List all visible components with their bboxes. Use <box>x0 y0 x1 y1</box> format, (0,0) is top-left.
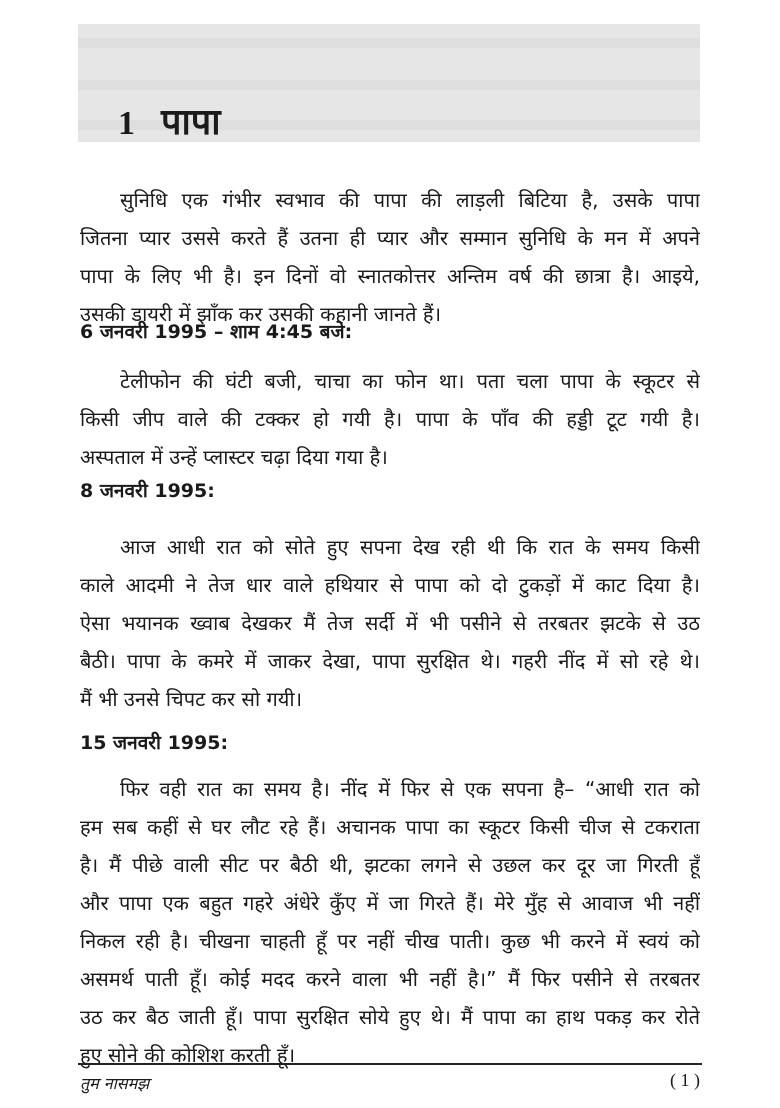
chapter-number: 1 <box>118 105 135 142</box>
text-line: निकल रही है। चीखना चाहती हूँ पर नहीं चीख पाती। कुछ भी करने में स्वयं को <box>80 929 700 953</box>
entry-paragraph <box>80 770 700 1074</box>
entry-heading: 8 जनवरी 1995: <box>80 480 215 502</box>
text-line: हम सब कहीं से घर लौट रहे हैं। अचानक पापा का स्कूटर किसी चीज से टकराता <box>80 815 700 839</box>
text-line: ऐसा भयानक ख्वाब देखकर मैं तेज सर्दी में भी पसीने से तरबतर झटके से उठ <box>80 611 700 635</box>
text-line: हुए सोने की कोशिश करती हूँ। <box>80 1043 296 1067</box>
entry-paragraph <box>80 528 700 718</box>
text-line: आज आधी रात को सोते हुए सपना देख रही थी कि रात के समय किसी <box>120 535 700 559</box>
footer-book-title: तुम नासमझ <box>80 1074 150 1093</box>
footer-divider <box>78 1063 702 1065</box>
text-line: असमर्थ पाती हूँ। कोई मदद करने वाला भी नहीं है।” मैं फिर पसीने से तरबतर <box>80 967 700 991</box>
text-line: अस्पताल में उन्हें प्लास्टर चढ़ा दिया गया है। <box>80 445 388 469</box>
text-line: किसी जीप वाले की टक्कर हो गयी है। पापा के पाँव की हड्डी टूट गयी है। <box>80 407 700 431</box>
entry-heading: 6 जनवरी 1995 – शाम 4:45 बजे: <box>80 321 353 343</box>
text-line: सुनिधि एक गंभीर स्वभाव की पापा की लाड़ली बिटिया है, उसके पापा <box>120 188 700 212</box>
text-line: काले आदमी ने तेज धार वाले हथियार से पापा को दो टुकड़ों में काट दिया है। <box>80 573 700 597</box>
text-line: पापा के लिए भी है। इन दिनों वो स्नातकोत्तर अन्तिम वर्ष की छात्रा है। आइये, <box>80 264 700 288</box>
chapter-name: पापा <box>161 102 221 143</box>
entry-heading: 15 जनवरी 1995: <box>80 732 229 754</box>
text-line: मैं भी उनसे चिपट कर सो गयी। <box>80 687 303 711</box>
text-line: जितना प्यार उससे करते हैं उतना ही प्यार और सम्मान सुनिधि के मन में अपने <box>80 226 700 250</box>
page-number: ( 1 ) <box>670 1070 700 1090</box>
text-line: उसकी डायरी में झाँक कर उसकी कहानी जानते हैं। <box>80 302 442 326</box>
text-line: बैठी। पापा के कमरे में जाकर देखा, पापा सुरक्षित थे। गहरी नींद में सो रहे थे। <box>80 649 700 673</box>
entry-paragraph <box>80 362 700 476</box>
text-line: है। मैं पीछे वाली सीट पर बैठी थी, झटका लगने से उछल कर दूर जा गिरती हूँ <box>80 853 700 877</box>
text-line: टेलीफोन की घंटी बजी, चाचा का फोन था। पता चला पापा के स्कूटर से <box>120 369 700 393</box>
text-line: और पापा एक बहुत गहरे अंधेरे कुँए में जा गिरते हैं। मेरे मुँह से आवाज भी नहीं <box>80 891 700 915</box>
intro-paragraph <box>80 181 700 333</box>
text-line: फिर वही रात का समय है। नींद में फिर से एक सपना है– “आधी रात को <box>120 777 700 801</box>
chapter-title <box>118 96 221 145</box>
text-line: उठ कर बैठ जाती हूँ। पापा सुरक्षित सोये हुए थे। मैं पापा का हाथ पकड़ कर रोते <box>80 1005 700 1029</box>
